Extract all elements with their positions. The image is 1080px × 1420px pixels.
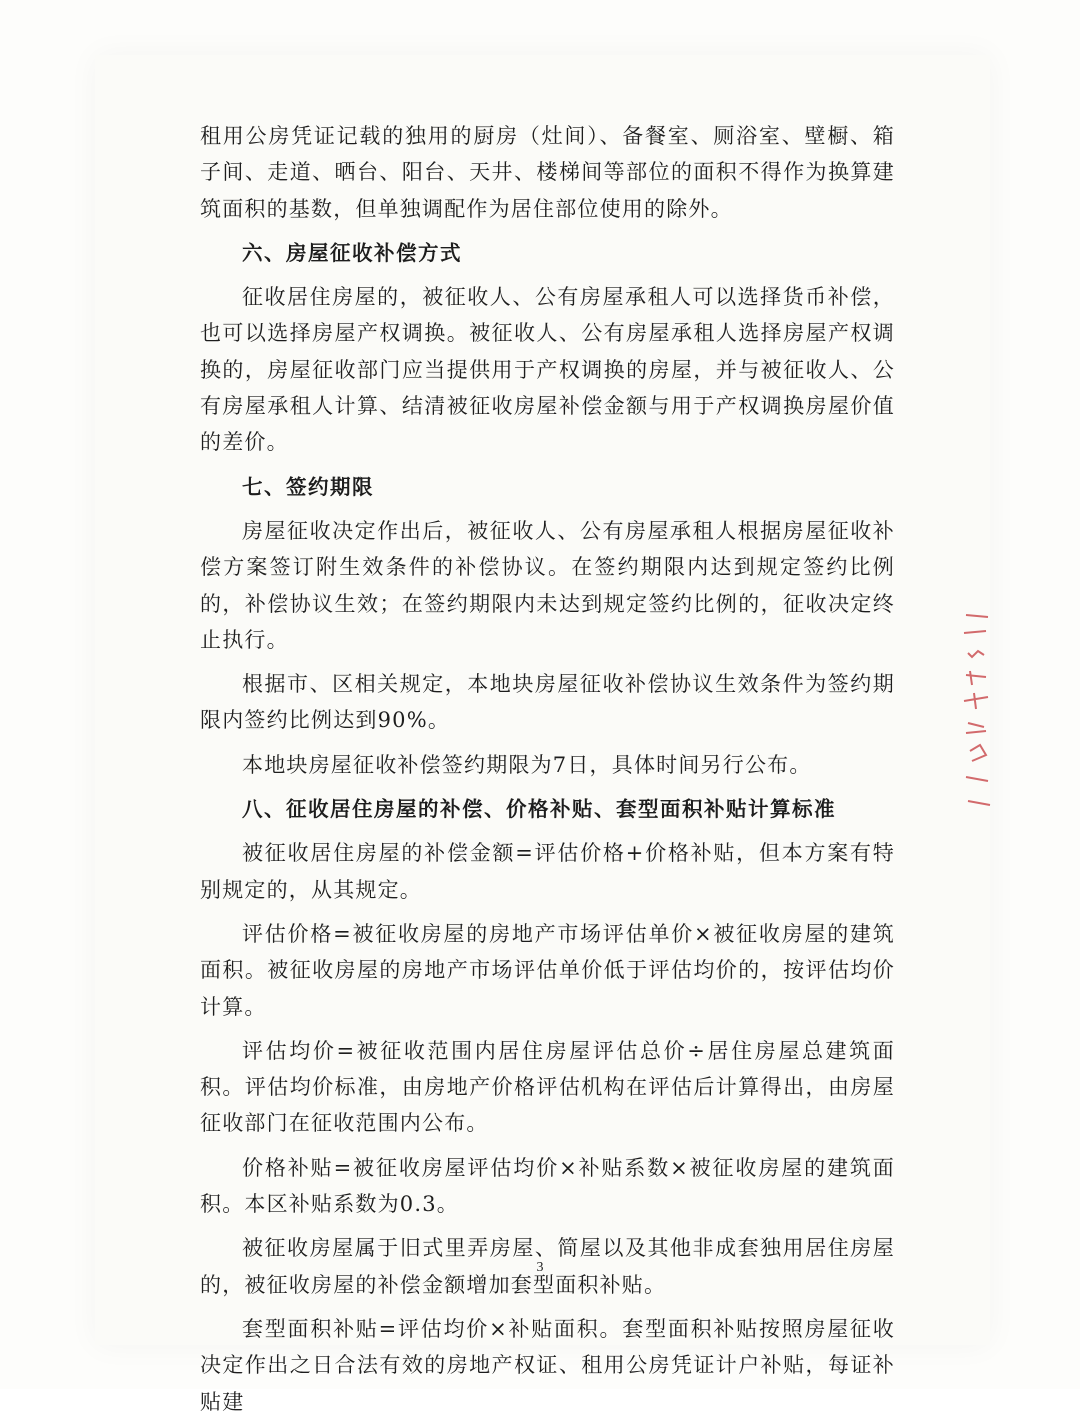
page-number: 3 (536, 1260, 544, 1275)
document-body (200, 118, 895, 1420)
paragraph-signing-ratio: 根据市、区相关规定，本地块房屋征收补偿协议生效条件为签约期限内签约比例达到90%。 (200, 672, 895, 733)
seam-seal-stamp (958, 605, 994, 815)
section-heading-7: 七、签约期限 (242, 474, 374, 499)
paragraph-signing-period: 本地块房屋征收补偿签约期限为7日，具体时间另行公布。 (242, 752, 812, 777)
paragraph-price-subsidy: 价格补贴=被征收房屋评估均价×补贴系数×被征收房屋的建筑面积。本区补贴系数为0.3。 (200, 1155, 895, 1217)
paragraph-compensation-methods: 征收居住房屋的，被征收人、公有房屋承租人可以选择货币补偿，也可以选择房屋产权调换。被征收人、公有房屋承租人选择房屋产权调换的，房屋征收部门应当提供用于产权调换的房屋，并与被征收人、公有房屋承租人计算、结清被征收房屋补偿金额与用于产权调换房屋价值的差价。 (200, 285, 895, 455)
paragraph-signing-agreement: 房屋征收决定作出后，被征收人、公有房屋承租人根据房屋征收补偿方案签订附生效条件的补偿协议。在签约期限内达到规定签约比例的，补偿协议生效；在签约期限内未达到规定签约比例的，征收决定终止执行。 (200, 518, 895, 652)
paragraph-room-areas: 租用公房凭证记载的独用的厨房（灶间）、备餐室、厕浴室、壁橱、箱子间、走道、晒台、阳台、天井、楼梯间等部位的面积不得作为换算建筑面积的基数，但单独调配作为居住部位使用的除外。 (200, 124, 895, 221)
section-heading-8: 八、征收居住房屋的补偿、价格补贴、套型面积补贴计算标准 (242, 797, 836, 822)
paragraph-unit-area-subsidy: 套型面积补贴=评估均价×补贴面积。套型面积补贴按照房屋征收决定作出之日合法有效的房地产权证、租用公房凭证计户补贴，每证补贴建 (200, 1316, 895, 1414)
paragraph-compensation-formula: 被征收居住房屋的补偿金额=评估价格+价格补贴，但本方案有特别规定的，从其规定。 (200, 841, 895, 902)
section-heading-6: 六、房屋征收补偿方式 (242, 240, 462, 265)
paragraph-average-price: 评估均价=被征收范围内居住房屋评估总价÷居住房屋总建筑面积。评估均价标准，由房地产价格评估机构在评估后计算得出，由房屋征收部门在征收范围内公布。 (200, 1038, 895, 1136)
paragraph-assessed-price: 评估价格=被征收房屋的房地产市场评估单价×被征收房屋的建筑面积。被征收房屋的房地产市场评估单价低于评估均价的，按评估均价计算。 (200, 921, 895, 1019)
paragraph-old-housing: 被征收房屋属于旧式里弄房屋、简屋以及其他非成套独用居住房屋的，被征收房屋的补偿金额增加套型面积补贴。 (200, 1236, 895, 1297)
